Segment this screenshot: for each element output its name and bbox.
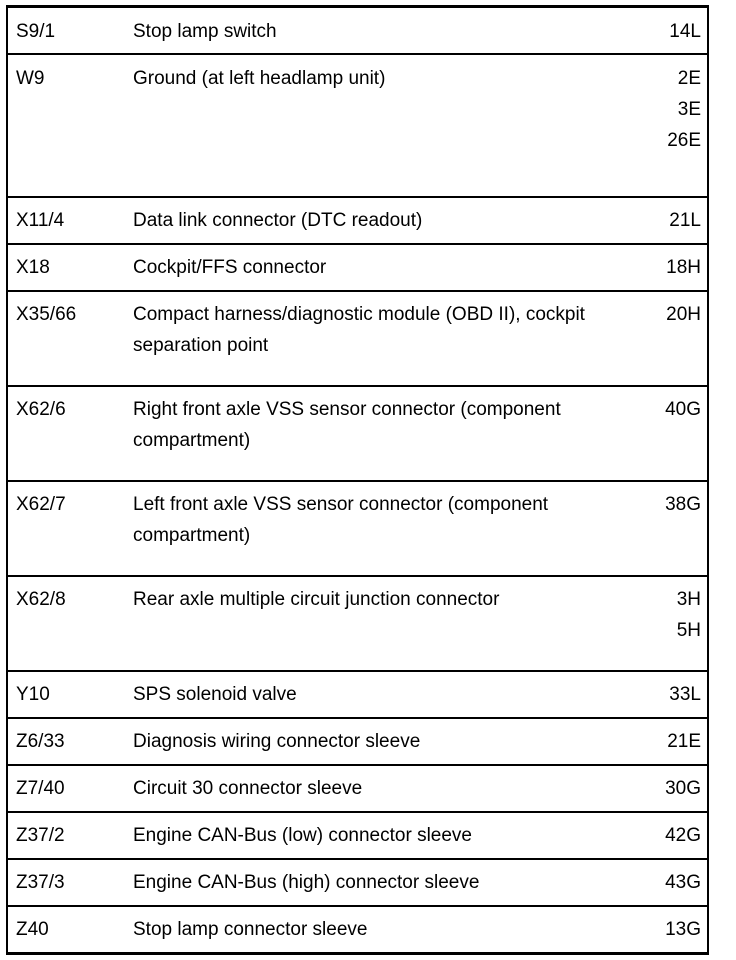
component-code-cell	[7, 576, 133, 671]
component-code: X11/4	[16, 210, 65, 231]
component-description-cell	[133, 54, 643, 197]
grid-reference: 2E	[677, 68, 701, 89]
component-description: Data link connector (DTC readout)	[133, 210, 423, 231]
table-row	[7, 386, 708, 481]
component-description: Stop lamp connector sleeve	[133, 919, 368, 940]
component-description-cell	[133, 859, 643, 906]
component-description: Ground (at left headlamp unit)	[133, 68, 386, 89]
grid-reference-cell	[643, 7, 708, 55]
grid-reference-cell	[643, 386, 708, 481]
component-description: Right front axle VSS sensor connector (component compartment)	[133, 399, 561, 451]
component-code: Z6/33	[16, 731, 65, 752]
component-description: Cockpit/FFS connector	[133, 257, 327, 278]
component-code: X35/66	[16, 304, 77, 325]
grid-reference: 21E	[667, 731, 701, 752]
grid-reference-cell	[643, 481, 708, 576]
component-code-cell	[7, 481, 133, 576]
table-row	[7, 244, 708, 291]
grid-reference: 40G	[665, 399, 701, 420]
grid-reference: 18H	[666, 257, 701, 278]
component-description-cell	[133, 765, 643, 812]
grid-reference: 43G	[665, 872, 701, 893]
grid-reference: 3E	[677, 99, 701, 120]
grid-reference-cell	[643, 671, 708, 718]
component-description-cell	[133, 671, 643, 718]
component-description-cell	[133, 906, 643, 954]
component-code: Z37/2	[16, 825, 65, 846]
grid-reference: 30G	[665, 778, 701, 799]
grid-reference-cell	[643, 765, 708, 812]
component-code: X62/7	[16, 494, 66, 515]
component-description-cell	[133, 718, 643, 765]
component-code-cell	[7, 812, 133, 859]
component-code: X62/8	[16, 589, 66, 610]
component-description-cell	[133, 481, 643, 576]
grid-reference-cell	[643, 197, 708, 244]
component-description: Compact harness/diagnostic module (OBD II), cockpit separation point	[133, 304, 585, 356]
component-code: Y10	[16, 684, 50, 705]
table-row	[7, 197, 708, 244]
grid-reference-cell	[643, 812, 708, 859]
grid-reference-cell	[643, 244, 708, 291]
component-code-cell	[7, 671, 133, 718]
table-row	[7, 7, 708, 55]
component-code-cell	[7, 244, 133, 291]
grid-reference: 21L	[669, 210, 701, 231]
grid-reference-cell	[643, 906, 708, 954]
table-row	[7, 671, 708, 718]
grid-reference: 5H	[676, 620, 701, 641]
component-description: SPS solenoid valve	[133, 684, 297, 705]
component-code-cell	[7, 291, 133, 386]
grid-reference-cell	[643, 718, 708, 765]
component-description: Left front axle VSS sensor connector (component compartment)	[133, 494, 549, 546]
component-description: Engine CAN-Bus (high) connector sleeve	[133, 872, 480, 893]
component-description-cell	[133, 7, 643, 55]
component-code: Z40	[16, 919, 49, 940]
grid-reference: 13G	[665, 919, 701, 940]
grid-reference: 3H	[676, 589, 701, 610]
table-row	[7, 481, 708, 576]
table-row	[7, 906, 708, 954]
component-description-cell	[133, 291, 643, 386]
table-row	[7, 576, 708, 671]
grid-reference: 38G	[665, 494, 701, 515]
component-code-cell	[7, 7, 133, 55]
component-code-cell	[7, 906, 133, 954]
component-code: Z37/3	[16, 872, 65, 893]
component-code-cell	[7, 765, 133, 812]
component-description: Diagnosis wiring connector sleeve	[133, 731, 421, 752]
component-description: Circuit 30 connector sleeve	[133, 778, 363, 799]
component-code-cell	[7, 197, 133, 244]
table-row	[7, 291, 708, 386]
grid-reference: 33L	[669, 684, 701, 705]
component-description-cell	[133, 244, 643, 291]
component-description-cell	[133, 576, 643, 671]
grid-reference: 42G	[665, 825, 701, 846]
component-code-cell	[7, 386, 133, 481]
component-code: X18	[16, 257, 50, 278]
grid-reference-cell	[643, 859, 708, 906]
component-code-cell	[7, 859, 133, 906]
grid-reference-cell	[643, 576, 708, 671]
component-code: X62/6	[16, 399, 66, 420]
grid-reference: 14L	[669, 21, 701, 42]
component-code-cell	[7, 718, 133, 765]
grid-reference: 20H	[666, 304, 701, 325]
table-row	[7, 859, 708, 906]
table-row	[7, 765, 708, 812]
table-row	[7, 718, 708, 765]
component-code-cell	[7, 54, 133, 197]
component-code: W9	[16, 68, 45, 89]
component-description-cell	[133, 812, 643, 859]
table-row	[7, 812, 708, 859]
component-legend-table	[6, 5, 709, 955]
component-description: Engine CAN-Bus (low) connector sleeve	[133, 825, 472, 846]
grid-reference: 26E	[667, 130, 701, 151]
table-row	[7, 54, 708, 197]
component-description-cell	[133, 386, 643, 481]
component-description: Rear axle multiple circuit junction connector	[133, 589, 500, 610]
component-code: Z7/40	[16, 778, 65, 799]
grid-reference-cell	[643, 291, 708, 386]
component-description: Stop lamp switch	[133, 21, 277, 42]
component-code: S9/1	[16, 21, 56, 42]
grid-reference-cell	[643, 54, 708, 197]
component-description-cell	[133, 197, 643, 244]
